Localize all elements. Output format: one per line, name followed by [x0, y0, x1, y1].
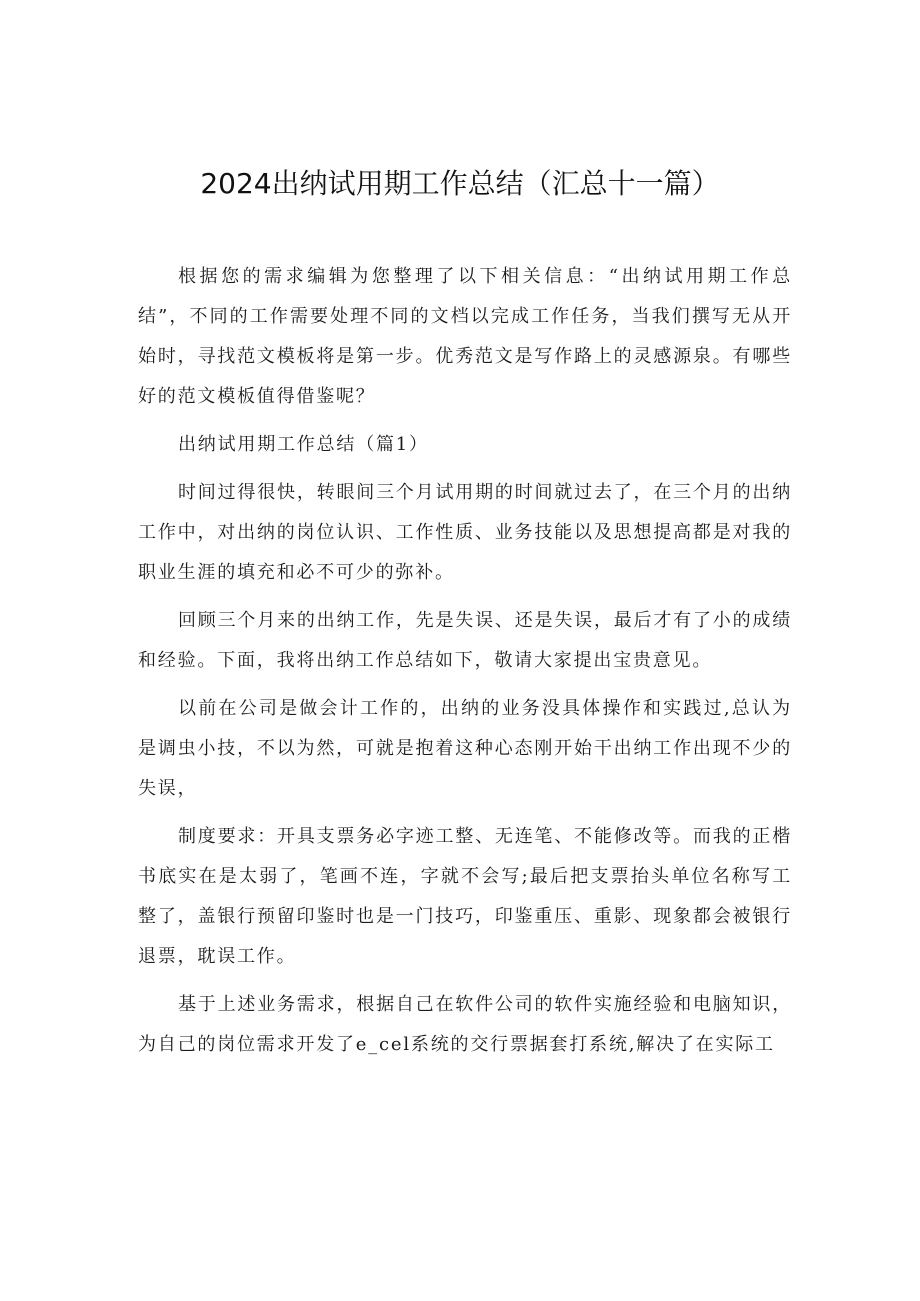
document-title: 2024出纳试用期工作总结（汇总十一篇）	[200, 167, 720, 200]
document-body	[138, 257, 792, 1073]
intro-paragraph: 根据您的需求编辑为您整理了以下相关信息：“出纳试用期工作总结”，不同的工作需要处理不同的文档以完成工作任务，当我们撰写无从开始时，寻找范文模板将是第一步。优秀范文是写作路上的灵感源泉。有哪些好的范文模板值得借鉴呢？	[138, 266, 792, 407]
body-paragraph: 制度要求：开具支票务必字迹工整、无连笔、不能修改等。而我的正楷书底实在是太弱了，笔画不连，字就不会写;最后把支票抬头单位名称写工整了，盖银行预留印鉴时也是一门技巧，印鉴重压、重影、现象都会被银行退票，耽误工作。	[138, 826, 792, 967]
body-paragraph: 以前在公司是做会计工作的，出纳的业务没具体操作和实践过,总认为是调虫小技，不以为然，可就是抱着这种心态刚开始干出纳工作出现不少的失误，	[138, 698, 792, 799]
body-paragraph: 时间过得很快，转眼间三个月试用期的时间就过去了，在三个月的出纳工作中，对出纳的岗位认识、工作性质、业务技能以及思想提高都是对我的职业生涯的填充和必不可少的弥补。	[138, 482, 792, 583]
body-paragraph: 回顾三个月来的出纳工作，先是失误、还是失误，最后才有了小的成绩和经验。下面，我将出纳工作总结如下，敬请大家提出宝贵意见。	[138, 610, 792, 671]
section-heading: 出纳试用期工作总结（篇1）	[178, 434, 429, 455]
body-paragraph: 基于上述业务需求，根据自己在软件公司的软件实施经验和电脑知识，为自己的岗位需求开发了e_cel系统的交行票据套打系统,解决了在实际工	[138, 994, 792, 1055]
